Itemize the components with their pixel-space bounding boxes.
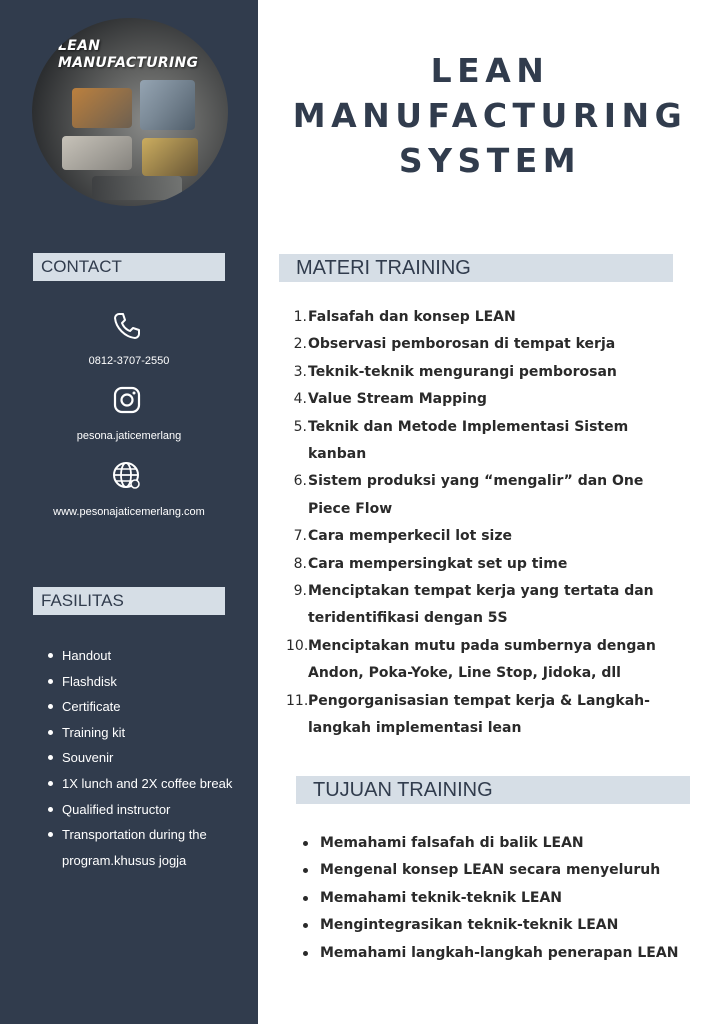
fasilitas-heading: FASILITAS xyxy=(33,587,225,615)
list-item: 3. Teknik-teknik mengurangi pemborosan xyxy=(293,363,617,380)
page-title: LEAN MANUFACTURING SYSTEM xyxy=(292,51,688,180)
phone-icon xyxy=(110,309,144,343)
list-item: Mengintegrasikan teknik-teknik LEAN xyxy=(300,912,690,939)
contact-heading: CONTACT xyxy=(33,253,225,281)
tujuan-list xyxy=(300,830,690,967)
list-item: 5. Teknik dan Metode Implementasi Sistem kanban xyxy=(293,418,629,463)
list-item: 6. Sistem produksi yang “mengalir” dan One Piece Flow xyxy=(293,473,644,517)
list-item: Memahami teknik-teknik LEAN xyxy=(300,885,690,912)
list-item: Mengenal konsep LEAN secara menyeluruh xyxy=(300,857,690,884)
materi-list xyxy=(286,304,686,743)
list-item: Certificate xyxy=(46,694,236,720)
globe-icon xyxy=(110,459,144,493)
facility-list xyxy=(46,643,236,873)
phone-number[interactable]: 0812-3707-2550 xyxy=(88,355,170,367)
list-item: 1X lunch and 2X coffee break xyxy=(46,771,236,797)
list-item: Memahami langkah-langkah penerapan LEAN xyxy=(300,940,690,967)
list-item: 8. Cara mempersingkat set up time xyxy=(293,555,568,572)
list-item: Transportation during the program.khusus jogja xyxy=(46,822,236,873)
list-item: 9. Menciptakan tempat kerja yang tertata dan teridentifikasi dengan 5S xyxy=(293,583,654,627)
list-item: 2. Observasi pemborosan di tempat kerja xyxy=(293,336,616,353)
sidebar xyxy=(0,0,258,1024)
materi-heading: MATERI TRAINING xyxy=(279,254,673,282)
list-item: 7. Cara memperkecil lot size xyxy=(293,528,512,545)
list-item: 10. Menciptakan mutu pada sumbernya dengan Andon, Poka-Yoke, Line Stop, Jidoka, dll xyxy=(286,637,656,682)
list-item: 4. Value Stream Mapping xyxy=(293,391,487,408)
instagram-handle[interactable]: pesona.jaticemerlang xyxy=(76,430,182,442)
website-url[interactable]: www.pesonajaticemerlang.com xyxy=(53,506,205,518)
list-item: 11. Pengorganisasian tempat kerja & Langkah-langkah implementasi lean xyxy=(286,692,650,737)
hero-image xyxy=(32,18,228,206)
list-item: Flashdisk xyxy=(46,669,236,695)
list-item: Souvenir xyxy=(46,745,236,771)
tujuan-heading: TUJUAN TRAINING xyxy=(296,776,690,804)
hero-title: LEAN MANUFACTURING xyxy=(58,38,199,71)
list-item: Qualified instructor xyxy=(46,797,236,823)
list-item: Memahami falsafah di balik LEAN xyxy=(300,830,690,857)
list-item: Training kit xyxy=(46,720,236,746)
list-item: Handout xyxy=(46,643,236,669)
list-item: 1. Falsafah dan konsep LEAN xyxy=(293,309,516,325)
instagram-icon xyxy=(110,383,144,417)
